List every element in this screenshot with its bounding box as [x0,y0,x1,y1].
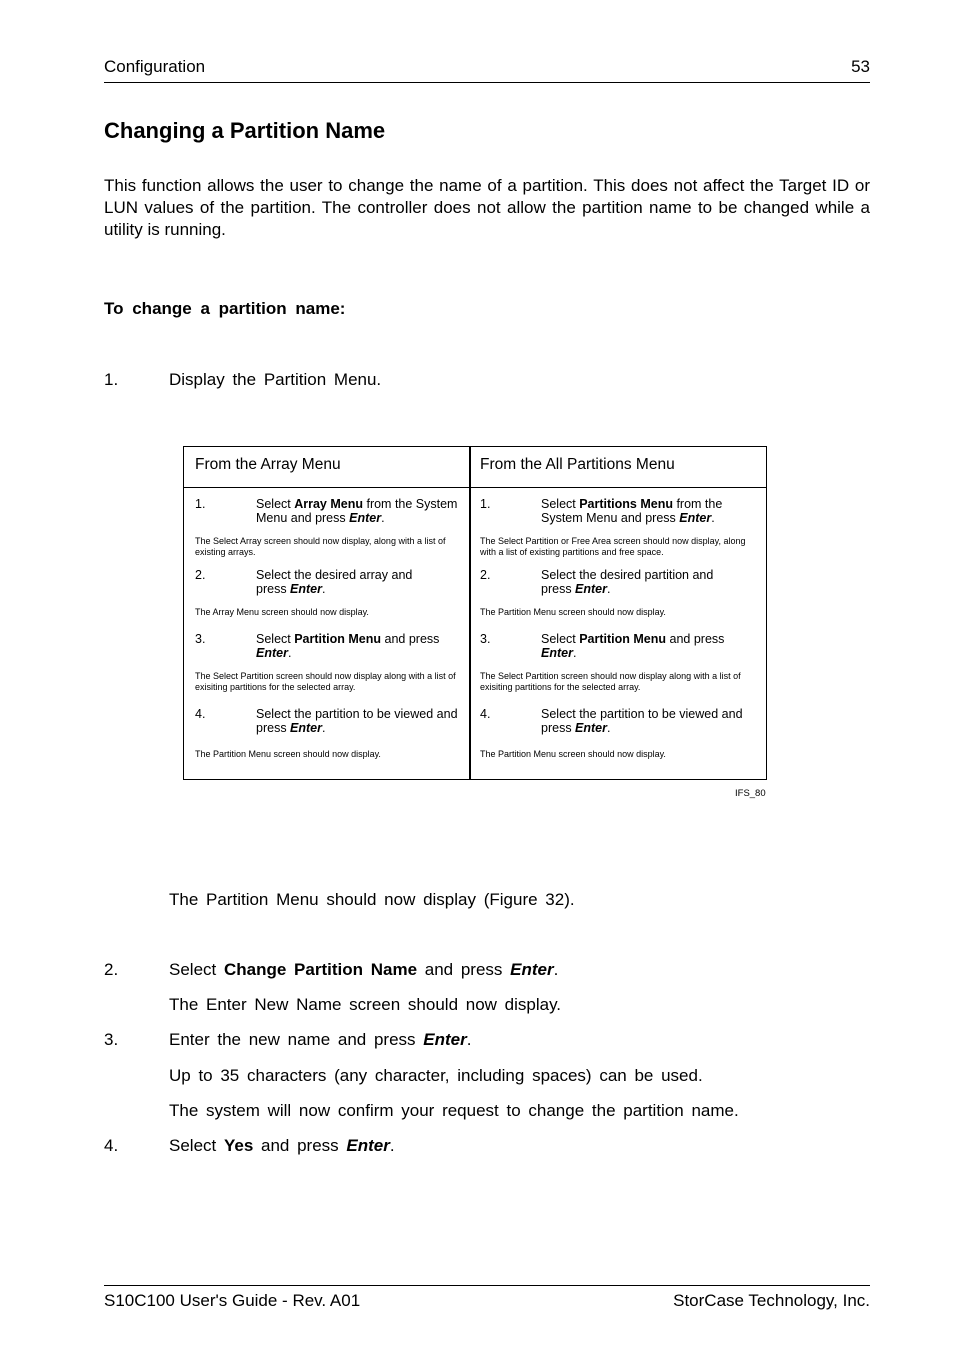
left-note-4: The Partition Menu screen should now display. [195,749,381,759]
right-step-2-number: 2. [480,568,491,582]
left-step-2-number: 2. [195,568,206,582]
figure-id: IFS_80 [735,788,766,799]
all-partitions-column-heading: From the All Partitions Menu [480,456,675,473]
right-step-1-number: 1. [480,497,491,511]
step-3-number: 3. [104,1030,119,1049]
step-1-number: 1. [104,370,119,389]
running-header-section: Configuration [104,57,206,76]
procedure-heading: To change a partition name: [104,299,346,318]
array-menu-column-heading: From the Array Menu [195,456,341,473]
result-3a-text: Up to 35 characters (any character, including spaces) can be used. [169,1066,703,1085]
page-title: Changing a Partition Name [104,118,386,143]
page-number: 53 [851,57,870,76]
step-2-number: 2. [104,960,119,979]
result-3b-text: The system will now confirm your request to change the partition name. [169,1101,739,1120]
heading-divider [184,487,766,488]
right-step-3-number: 3. [480,632,491,646]
step-4-text: Select Yes and press Enter. [169,1136,395,1155]
step-1-text: Display the Partition Menu. [169,370,382,389]
result-1-text: The Partition Menu should now display (Figure 32). [169,890,575,909]
left-note-3: The Select Partition screen should now display along with a list of exisiting partitions for the selected array. [195,671,456,692]
right-step-4-text: Select the partition to be viewed and press Enter. [541,707,743,735]
left-step-3-text: Select Partition Menu and press Enter. [256,632,440,660]
left-note-2: The Array Menu screen should now display. [195,607,369,617]
left-step-1-text: Select Array Menu from the System Menu and press Enter. [256,497,458,525]
footer-document-title: S10C100 User's Guide - Rev. A01 [104,1291,361,1310]
right-step-3-text: Select Partition Menu and press Enter. [541,632,725,660]
step-3-text: Enter the new name and press Enter. [169,1030,472,1049]
result-2-text: The Enter New Name screen should now display. [169,995,562,1014]
right-note-3: The Select Partition screen should now display along with a list of exisiting partitions for the selected array. [480,671,741,692]
right-step-1-text: Select Partitions Menu from the System Menu and press Enter. [541,497,723,525]
right-step-2-text: Select the desired partition and press Enter. [541,568,714,596]
left-step-1-number: 1. [195,497,206,511]
left-step-4-number: 4. [195,707,206,721]
left-step-3-number: 3. [195,632,206,646]
footer-company: StorCase Technology, Inc. [673,1291,870,1310]
left-note-1: The Select Array screen should now display, along with a list of existing arrays. [195,536,446,557]
right-note-4: The Partition Menu screen should now display. [480,749,666,759]
step-4-number: 4. [104,1136,119,1155]
left-step-4-text: Select the partition to be viewed and press Enter. [256,707,458,735]
right-note-2: The Partition Menu screen should now display. [480,607,666,617]
footer-divider [104,1285,870,1286]
step-2-text: Select Change Partition Name and press Enter. [169,960,559,979]
header-divider [104,82,870,83]
left-step-2-text: Select the desired array and press Enter. [256,568,413,596]
intro-paragraph: This function allows the user to change the name of a partition. This does not affect the Target ID or LUN values of the partition. The controller does not allow the partition name to be changed while a utility is running. [104,176,870,239]
partition-menu-flow-table [183,446,767,780]
right-note-1: The Select Partition or Free Area screen should now display, along with a list of existing partitions and free space. [480,536,746,557]
right-step-4-number: 4. [480,707,491,721]
